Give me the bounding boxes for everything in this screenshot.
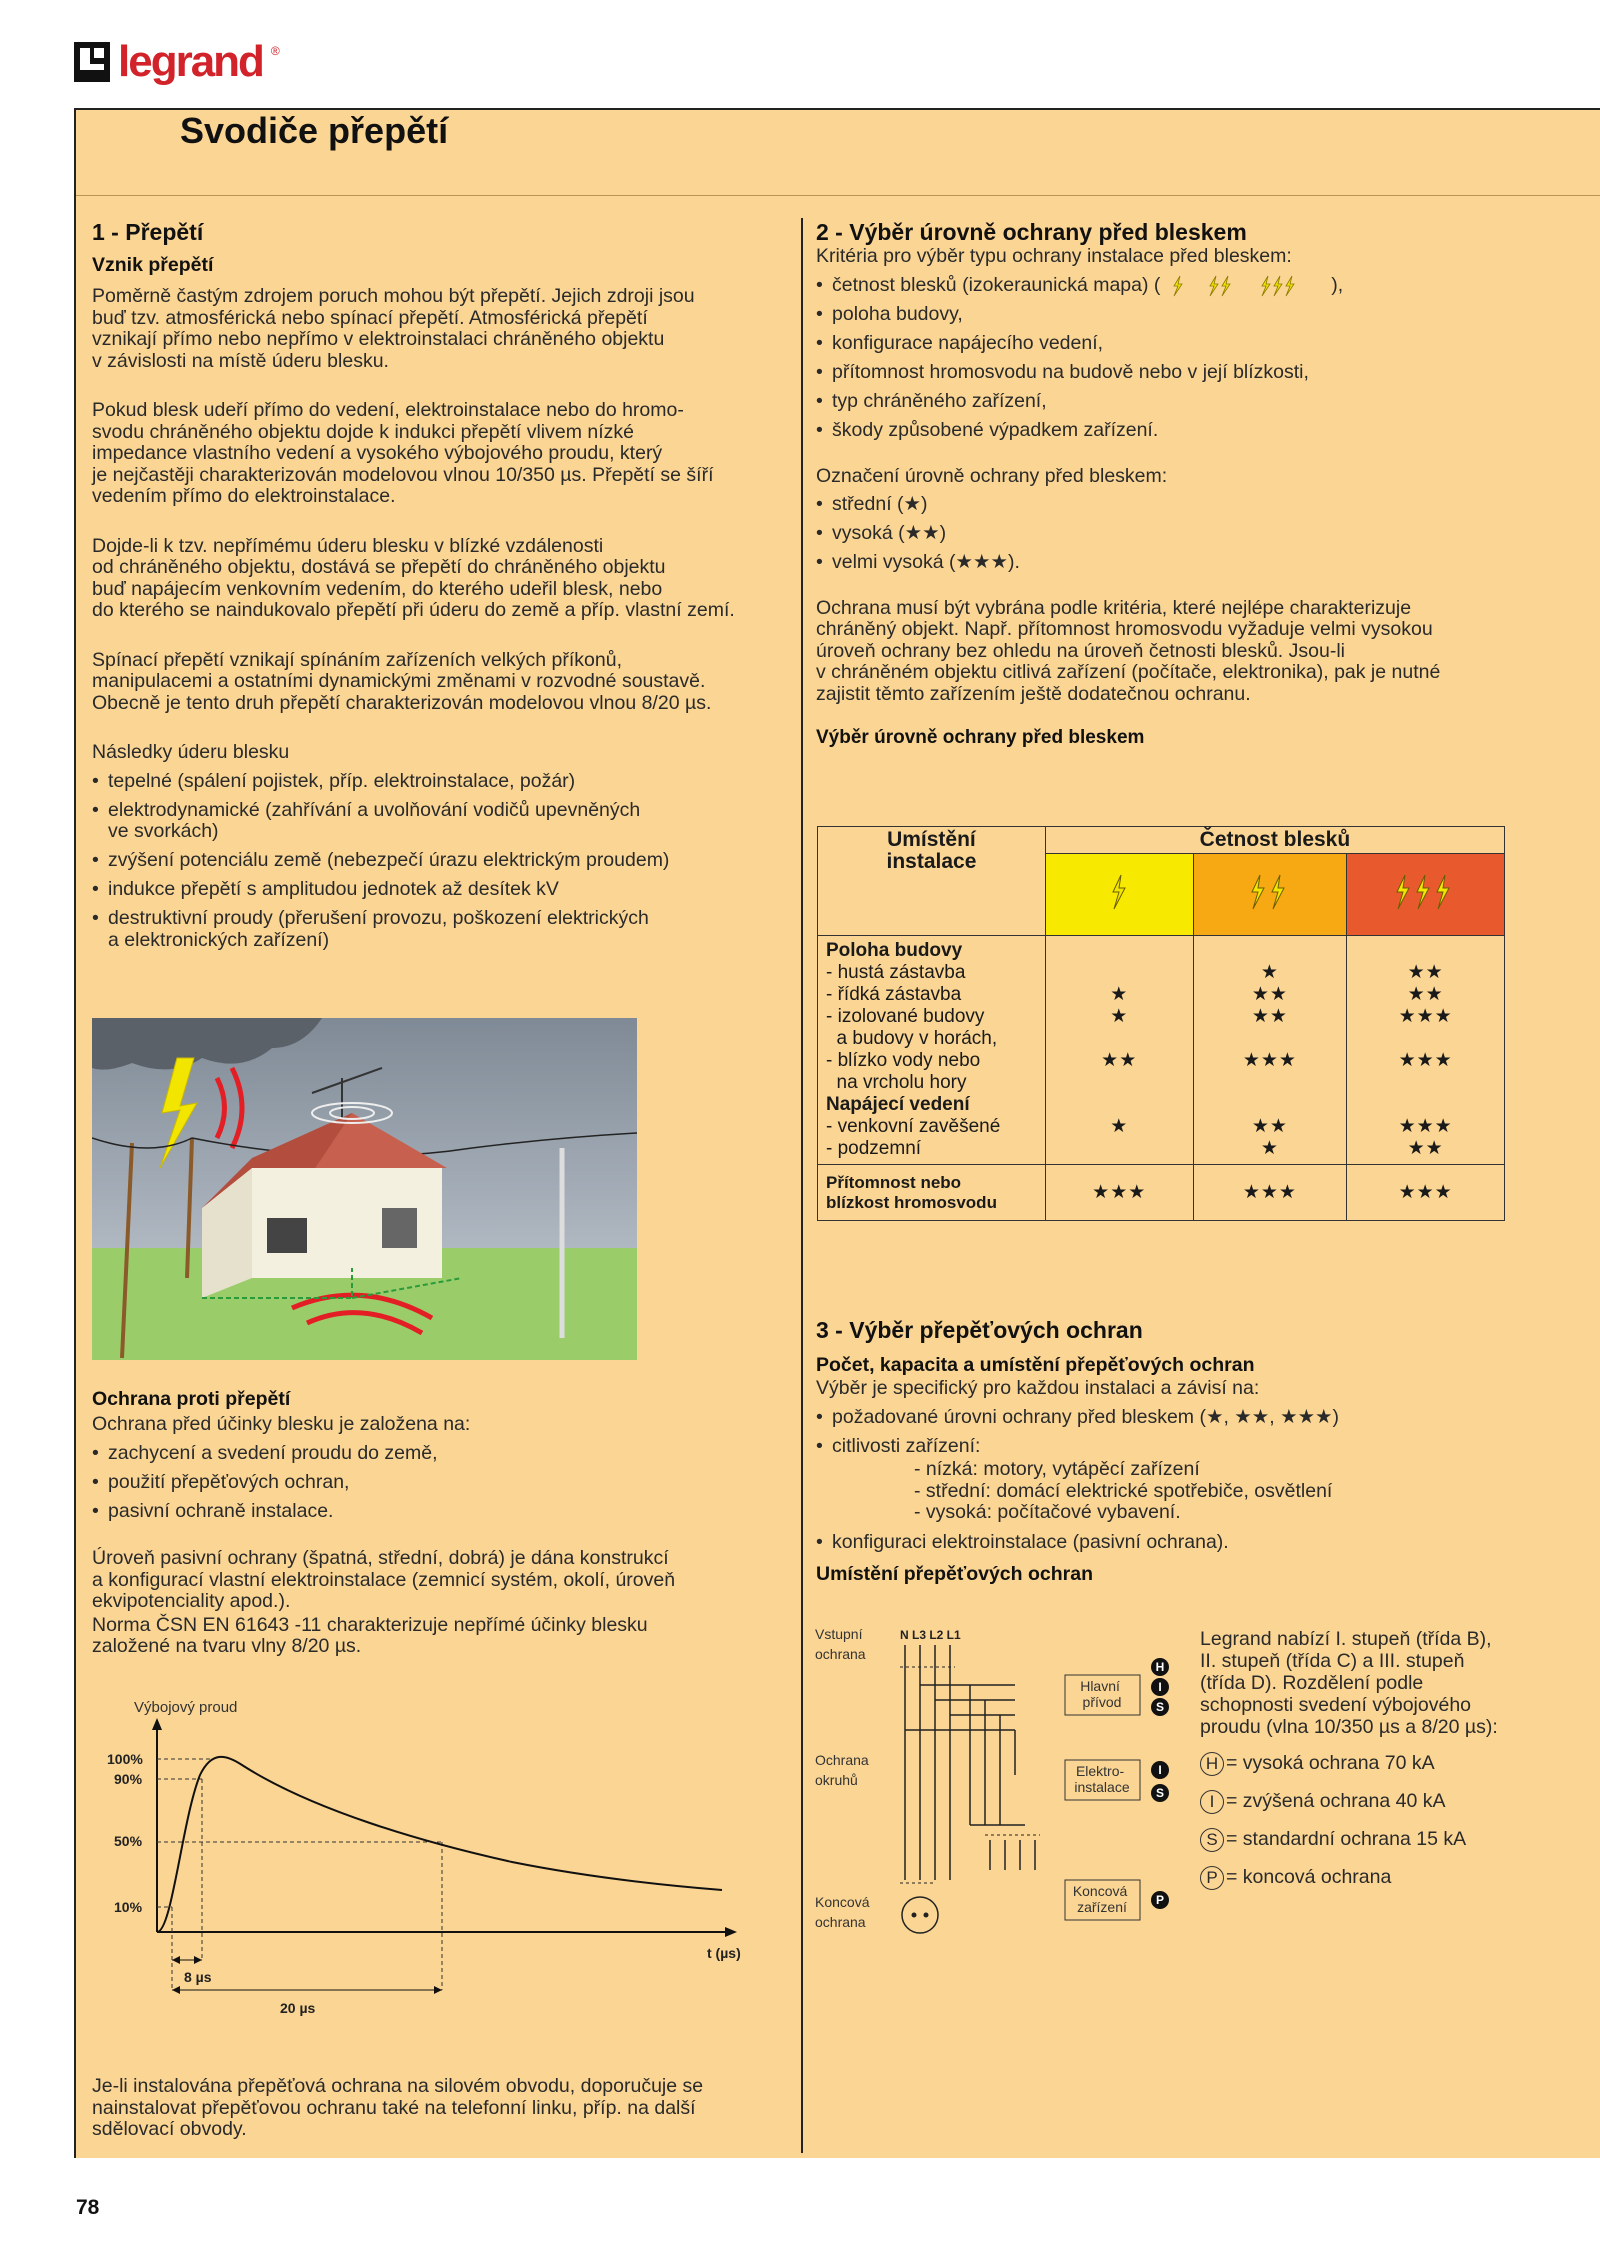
legrand-logo-icon [74, 42, 110, 82]
freq-high-cell [1347, 854, 1505, 936]
sensitivity-list: - nízká: motory, vytápěcí zařízení - střední: domácí elektrické spotřebiče, osvětlení - vysoká: počítačové vybavení. [914, 1458, 1333, 1523]
list-item: • tepelné (spálení pojistek, příp. elektroinstalace, požár) [92, 771, 792, 793]
svg-text:Vstupní ochrana [815, 1626, 866, 1662]
paragraph-indirect-strike: Dojde-li k tzv. nepřímému úderu blesku v blízké vzdálenosti od chráněného objektu, dostává se přepětí do chráněného objektu buď napájecím venkovním vedením, do kterého udeřil blesk, nebo do kterého se naindukovalo přepětí při úderu do země a příp. vlastní zemí. [92, 534, 735, 621]
surge-wave-chart [92, 1700, 752, 2040]
paragraph-selection: Ochrana musí být vybrána podle kritéria, které nejlépe charakterizuje chráněný objekt. Např. přítomnost hromosvodu vyžaduje velmi vysokou úroveň ochrany bez ohledu na úroveň četnosti blesků. Jsou-li v chráněném objektu citlivá zařízení (počítače, elektronika), pak je nutné zajistit těmto zařízením ještě dodatečnou ochranu. [816, 596, 1441, 705]
list-item: • konfiguraci elektroinstalace (pasivní ochrana). [816, 1532, 1516, 1554]
criteria-list [816, 275, 1516, 442]
list-item: • škody způsobené výpadkem zařízení. [816, 420, 1516, 442]
list-item: • velmi vysoká (★★★). [816, 552, 1516, 574]
protection-class-legend: Legrand nabízí I. stupeň (třída B), II. stupeň (třída C) a III. stupeň (třída D). Rozdělení podle schopnosti svedení výbojového proudu (vlna 10/350 µs a 8/20 µs): H = vysoká ochrana 70 kA I = zvýšená ochrana 40 kA S = standardní ochrana 15 kA P = koncová ochrana [1200, 1628, 1520, 1890]
list-item: • konfigurace napájecího vedení, [816, 333, 1516, 355]
column-divider [801, 218, 803, 2153]
list-item: • četnost blesků (izokeraunická mapa) ( ), [816, 275, 1516, 297]
list-item: • přítomnost hromosvodu na budově nebo v její blízkosti, [816, 362, 1516, 384]
stars-high-column: ★★ ★★ ★★★ ★★★ ★★★ ★★ [1347, 936, 1505, 1165]
section-1-subheading: Vznik přepětí [92, 254, 214, 276]
title-rule [76, 195, 1600, 196]
label-input-protection-2: ochrana [815, 1646, 866, 1662]
list-item: • poloha budovy, [816, 304, 1516, 326]
svg-text:I: I [1158, 1680, 1162, 1694]
brand-name: legrand [118, 37, 263, 86]
consequences-list [92, 771, 792, 952]
consequences-block: Následky úderu blesku • tepelné (spálení pojistek, příp. elektroinstalace, požár) • elektrodynamické (zahřívání a uvolňování vodičů upevněných ve svorkách) • zvýšení potenciálu země (nebezpečí úrazu elektrickým proudem) • indukce přepětí s amplitudou jednotek až desítek kV • destruktivní proudy (přerušení provozu, poškození elektrických a elektronických zařízení) [92, 742, 792, 951]
chart-ylabel: Výbojový proud [134, 1700, 238, 1716]
levels-list [816, 494, 1516, 574]
row-lightning-rod: Přítomnost nebo blízkost hromosvodu [818, 1165, 1046, 1221]
footer-note: Je-li instalována přepěťová ochrana na silovém obvodu, doporučuje se nainstalovat přepěťovou ochranu také na telefonní linku, příp. na další sdělovací obvody. [92, 2075, 704, 2140]
lightning-icon [1393, 874, 1459, 910]
section-1-heading: 1 - Přepětí [92, 219, 204, 245]
svg-text:H: H [1155, 1660, 1165, 1674]
left-column [92, 218, 792, 959]
list-item: • destruktivní proudy (přerušení provozu, poškození elektrických a elektronických zařízení) [92, 908, 792, 951]
list-item: • střední (★) [816, 494, 1516, 516]
computer-icon [267, 1218, 307, 1253]
svg-text:I: I [1158, 1763, 1162, 1777]
svg-text:Hlavní přívod: Hlavní přívod [1080, 1678, 1122, 1710]
protection-level-table: Umístění instalace Četnost blesků Poloha budovy - hustá zástavba - řídká zástavba - izolované budovy a budovy v horách, - blízko vody nebo na vrcholu hory Napájecí vedení - venkovní zavěšené - podzemní ★ ★ ★★ ★ ★ ★★ ★★ ★★★ ★★ ★ ★★ ★★ ★★★ ★★★ ★★★ ★★ Přítomnost nebo blízkost hromosvodu ★★★ ★★★ ★★★ [817, 826, 1505, 1221]
lightning-frequency-icons [1166, 275, 1326, 297]
tick-90: 90% [114, 1771, 143, 1787]
table-title: Výběr úrovně ochrany před bleskem [816, 727, 1145, 748]
protection-heading: Ochrana proti přepětí [92, 1388, 291, 1410]
section-3-subheading: Počet, kapacita a umístění přepěťových ochran [816, 1354, 1255, 1376]
label-input-protection-1: Vstupní [815, 1626, 863, 1642]
row-labels: Poloha budovy - hustá zástavba - řídká zástavba - izolované budovy a budovy v horách, - blízko vody nebo na vrcholu hory Napájecí vedení - venkovní zavěšené - podzemní [818, 936, 1046, 1165]
legend-item-i: I = zvýšená ochrana 40 kA [1200, 1790, 1520, 1814]
section-3: 3 - Výběr přepěťových ochran Počet, kapacita a umístění přepěťových ochran Výběr je specifický pro každou instalaci a závisí na: • požadované úrovni ochrany před bleskem (★, ★★, ★★★) • citlivosti zařízení: - nízká: motory, vytápěcí zařízení - střední: domácí elektrické spotřebiče, osvětlení - vysoká: počítačové vybavení. • konfiguraci elektroinstalace (pasivní ochrana). Umístění přepěťových ochran [816, 1316, 1516, 1587]
stars-low-column: ★ ★ ★★ ★ [1045, 936, 1193, 1165]
paragraph-origin: Poměrně častým zdrojem poruch mohou být přepětí. Jejich zdroji jsou buď tzv. atmosférická nebo spínací přepětí. Atmosférická přepětí vznikají přímo nebo nepřímo v elektroinstalaci chráněného objektu v závislosti na místě úderu blesku. [92, 285, 695, 372]
tick-10: 10% [114, 1899, 143, 1915]
protection-block: Ochrana proti přepětí Ochrana před účinky blesku je založena na: • zachycení a svedení proudu do země, • použití přepěťových ochran, • pasivní ochraně instalace. Úroveň pasivní ochrany (špatná, střední, dobrá) je dána konstrukcí a konfigurací vlastní elektroinstalace (zemnicí systém, okolí, úroveň ekvipotenciality apod.). Norma ČSN EN 61643 -11 charakterizuje nepřímé účinky blesku založené na tvaru vlny 8/20 µs. [92, 1386, 792, 1658]
tick-100: 100% [107, 1751, 143, 1767]
placement-heading: Umístění přepěťových ochran [816, 1563, 1093, 1585]
svg-text:S: S [1155, 1786, 1165, 1800]
phase-labels: N L3 L2 L1 [900, 1628, 961, 1642]
section-2-heading: 2 - Výběr úrovně ochrany před bleskem [816, 219, 1247, 245]
header-frequency: Četnost blesků [1045, 827, 1504, 854]
paragraph-direct-strike: Pokud blesk udeří přímo do vedení, elektroinstalace nebo do hromo- svodu chráněného objektu dojde k indukci přepětí vlivem nízké impedance vlastního vedení a vysokého výbojového proudu, který je nejčastěji charakterizován modelovou vlnou 10/350 µs. Přepětí se šíří vedením přímo do elektroinstalace. [92, 399, 714, 507]
list-item: • citlivosti zařízení: [816, 1436, 1516, 1458]
svg-text:P: P [1155, 1893, 1165, 1907]
paragraph-passive: Úroveň pasivní ochrany (špatná, střední, dobrá) je dána konstrukcí a konfigurací vlastní elektroinstalace (zemnicí systém, okolí, úroveň ekvipotenciality apod.). [92, 1547, 676, 1612]
paragraph-switching: Spínací přepětí vznikají spínáním zařízeních velkých příkonů, manipulacemi a ostatními dynamickými změnami v rozvodné soustavě. Obecně je tento druh přepětí charakterizován modelovou vlnou 8/20 µs. [92, 648, 712, 714]
list-item: • zachycení a svedení proudu do země, [92, 1443, 792, 1465]
page-number: 78 [76, 2196, 100, 2219]
legend-item-p: P = koncová ochrana [1200, 1866, 1520, 1890]
list-item: • pasivní ochraně instalace. [92, 1501, 792, 1523]
page-title: Svodiče přepětí [180, 110, 449, 151]
freq-mid-cell [1193, 854, 1347, 936]
right-column: 2 - Výběr úrovně ochrany před bleskem Kritéria pro výběr typu ochrany instalace před bleskem: • četnost blesků (izokeraunická mapa) ( ), • poloha budovy, • konfigurace napájecího vedení, • přítomnost hromosvodu na budově nebo v její blízkosti, • typ chráněného zařízení, • škody způsobené výpadkem zařízení. Označení úrovně ochrany před bleskem: • střední (★) • vysoká (★★) • velmi vysoká (★★★). Ochrana musí být vybrána podle kritéria, které nejlépe charakterizuje chráněný objekt. Např. přítomnost hromosvodu vyžaduje velmi vysokou úroveň ochrany bez ohledu na úroveň četnosti blesků. Jsou-li v chráněném objektu citlivá zařízení (počítače, elektronika), pak je nutné zajistit těmto zařízením ještě dodatečnou ochranu. Výběr úrovně ochrany před bleskem [816, 218, 1516, 751]
legrand-logo: legrand ® [74, 38, 280, 86]
svg-text:Koncová ochrana: Koncová ochrana [815, 1894, 870, 1930]
freq-low-cell [1045, 854, 1193, 936]
legend-item-h: H = vysoká ochrana 70 kA [1200, 1752, 1520, 1776]
dim-20us: 20 µs [280, 2000, 316, 2016]
list-item: • indukce přepětí s amplitudou jednotek až desítek kV [92, 879, 792, 901]
legend-item-s: S = standardní ochrana 15 kA [1200, 1828, 1520, 1852]
section-3-heading: 3 - Výběr přepěťových ochran [816, 1317, 1143, 1343]
chart-xlabel: t (µs) [707, 1945, 741, 1961]
lightning-icon [1109, 874, 1129, 910]
lightning-icon [1248, 874, 1292, 910]
protection-list [92, 1443, 792, 1523]
list-item: • vysoká (★★) [816, 523, 1516, 545]
svg-text:Ochrana okruhů: Ochrana okruhů [815, 1752, 869, 1788]
list-item: • typ chráněného zařízení, [816, 391, 1516, 413]
wave-curve [157, 1757, 722, 1932]
surge-placement-diagram [815, 1625, 1175, 1945]
list-item: • použití přepěťových ochran, [92, 1472, 792, 1494]
header-location: Umístění instalace [818, 827, 1046, 936]
svg-text:Elektro- instalace: Elektro- instalace [1074, 1763, 1130, 1795]
svg-text:Koncová zařízení: Koncová zařízení [1072, 1883, 1128, 1915]
tick-50: 50% [114, 1833, 143, 1849]
dim-8us: 8 µs [184, 1969, 212, 1985]
lightning-house-illustration [92, 1018, 637, 1360]
socket-icon [902, 1897, 938, 1933]
paragraph-norm: Norma ČSN EN 61643 -11 charakterizuje nepřímé účinky blesku založené na tvaru vlny 8/20 µs. [92, 1613, 648, 1657]
selection-list [816, 1407, 1516, 1458]
list-item: • požadované úrovni ochrany před bleskem (★, ★★, ★★★) [816, 1407, 1516, 1429]
stars-mid-column: ★ ★★ ★★ ★★★ ★★ ★ [1193, 936, 1347, 1165]
list-item: • zvýšení potenciálu země (nebezpečí úrazu elektrickým proudem) [92, 850, 792, 872]
list-item: • elektrodynamické (zahřívání a uvolňování vodičů upevněných ve svorkách) [92, 800, 792, 843]
svg-text:S: S [1155, 1700, 1165, 1714]
